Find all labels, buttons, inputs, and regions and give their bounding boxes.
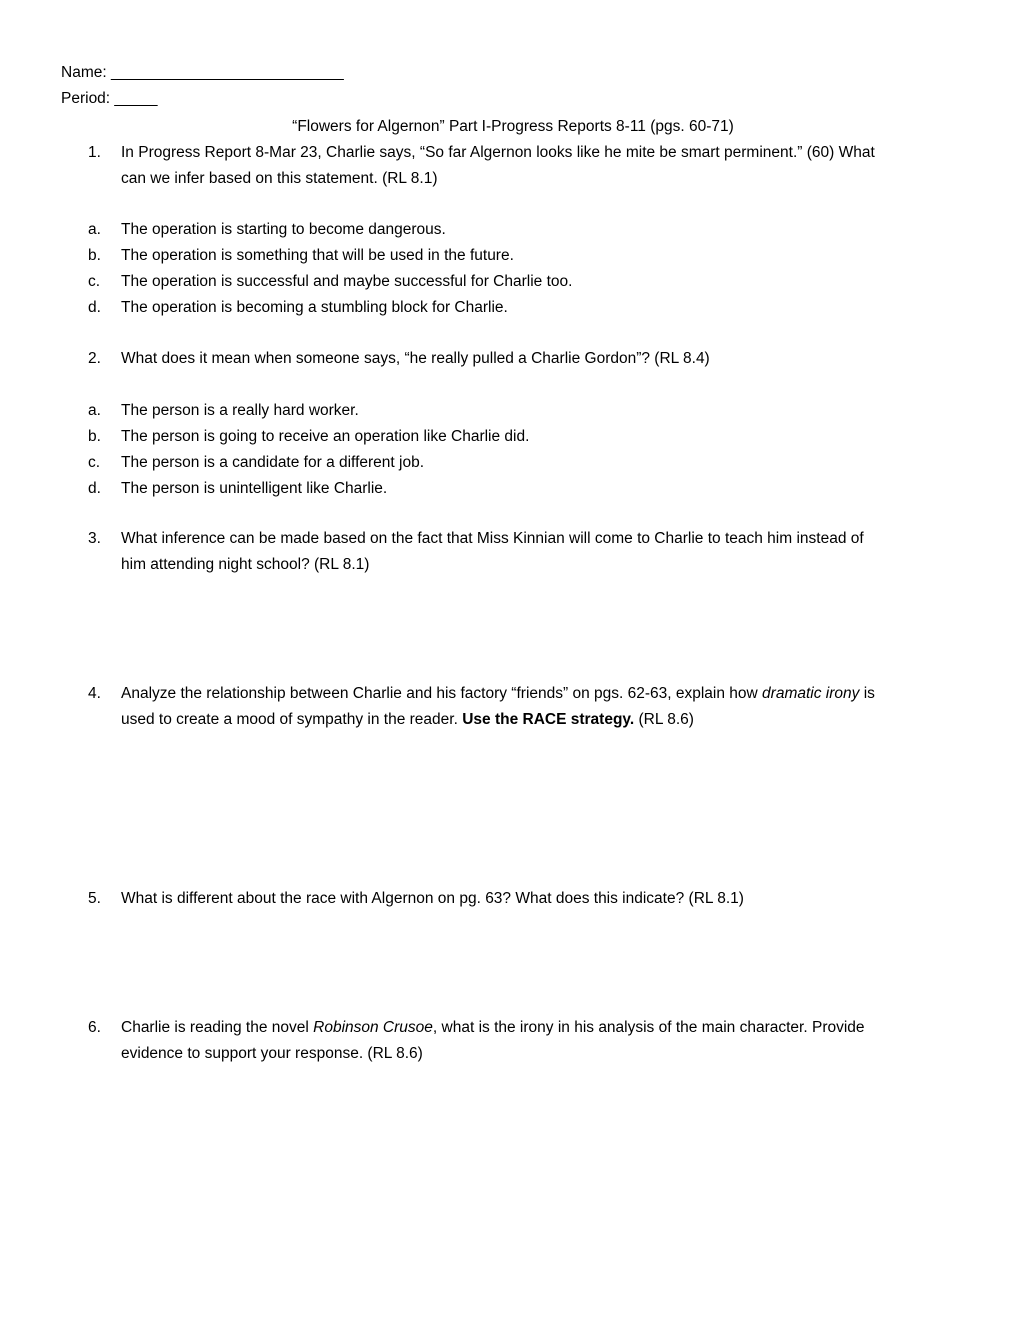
choice-letter: d. xyxy=(88,299,101,316)
question-text-line: What inference can be made based on the fact that Miss Kinnian will come to Charlie to teach him instead of xyxy=(121,530,864,547)
choice-text: The person is a candidate for a different job. xyxy=(121,454,425,471)
question-text-line: What does it mean when someone says, “he really pulled a Charlie Gordon”? (RL 8.4) xyxy=(121,350,710,367)
question-number: 1. xyxy=(88,144,101,161)
choice-letter: b. xyxy=(88,247,101,264)
choice-letter: c. xyxy=(88,273,101,290)
text-run: Analyze the relationship between Charlie and his factory “friends” on pgs. 62-63, explain how xyxy=(121,685,763,702)
page-title: “Flowers for Algernon” Part I-Progress Reports 8-11 (pgs. 60-71) xyxy=(292,118,734,135)
question-number: 6. xyxy=(88,1019,101,1036)
text-run: , what is the irony in his analysis of the main character. Provide xyxy=(432,1019,865,1036)
choice-text: The operation is successful and maybe successful for Charlie too. xyxy=(121,273,573,290)
choice-text: The operation is starting to become dangerous. xyxy=(121,221,446,238)
text-run: used to create a mood of sympathy in the reader. xyxy=(121,711,463,728)
name-field-label: Name: ___________________________ xyxy=(61,64,344,81)
choice-text: The operation is becoming a stumbling block for Charlie. xyxy=(121,299,508,316)
question-text-line xyxy=(121,1018,865,1038)
question-text-line: In Progress Report 8-Mar 23, Charlie says, “So far Algernon looks like he mite be smart perminent.” (60) What xyxy=(121,144,875,161)
choice-letter: d. xyxy=(88,480,101,497)
text-run: is xyxy=(859,685,875,702)
choice-letter: c. xyxy=(88,454,101,471)
choice-text: The person is unintelligent like Charlie. xyxy=(121,480,388,497)
choice-text: The person is going to receive an operation like Charlie did. xyxy=(121,428,530,445)
choice-letter: b. xyxy=(88,428,101,445)
text-run: Charlie is reading the novel xyxy=(121,1019,314,1036)
question-text-line: him attending night school? (RL 8.1) xyxy=(121,556,370,573)
text-run: (RL 8.6) xyxy=(634,711,694,728)
choice-letter: a. xyxy=(88,221,101,238)
question-text-line xyxy=(121,710,694,730)
italic-book-title: Robinson Crusoe xyxy=(313,1019,433,1036)
bold-instruction: Use the RACE strategy. xyxy=(462,711,635,728)
question-number: 3. xyxy=(88,530,101,547)
question-number: 5. xyxy=(88,890,101,907)
italic-term: dramatic irony xyxy=(762,685,860,702)
choice-text: The person is a really hard worker. xyxy=(121,402,359,419)
question-text-line: can we infer based on this statement. (RL 8.1) xyxy=(121,170,438,187)
question-text-line: evidence to support your response. (RL 8.6) xyxy=(121,1045,423,1062)
question-number: 2. xyxy=(88,350,101,367)
question-number: 4. xyxy=(88,685,101,702)
question-text-line xyxy=(121,684,875,704)
question-text-line: What is different about the race with Algernon on pg. 63? What does this indicate? (RL 8.1) xyxy=(121,890,744,907)
choice-letter: a. xyxy=(88,402,101,419)
period-field-label: Period: _____ xyxy=(61,90,158,107)
choice-text: The operation is something that will be used in the future. xyxy=(121,247,514,264)
